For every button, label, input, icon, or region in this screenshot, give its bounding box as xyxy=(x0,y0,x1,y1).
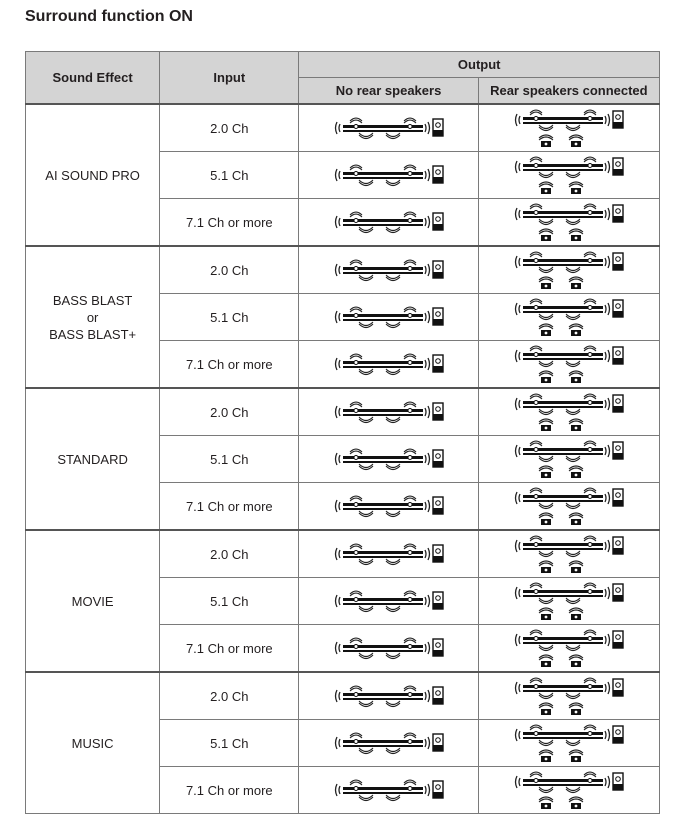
soundbar-with-subwoofer-icon xyxy=(333,636,445,660)
soundbar-with-subwoofer-and-rear-speakers-icon xyxy=(513,581,625,621)
sound-effect-cell xyxy=(26,246,160,388)
no-rear-output-cell xyxy=(299,199,478,247)
soundbar-with-subwoofer-and-rear-speakers-icon xyxy=(513,108,625,148)
no-rear-output-cell xyxy=(299,436,478,483)
input-header: Input xyxy=(160,52,299,105)
soundbar-with-subwoofer-icon xyxy=(333,163,445,187)
soundbar-with-subwoofer-and-rear-speakers-icon xyxy=(513,392,625,432)
no-rear-output-cell xyxy=(299,483,478,531)
soundbar-with-subwoofer-and-rear-speakers-icon xyxy=(513,344,625,384)
sound-effect-cell xyxy=(26,672,160,814)
soundbar-with-subwoofer-icon xyxy=(333,542,445,566)
input-cell: 7.1 Ch or more xyxy=(160,625,299,673)
input-cell: 5.1 Ch xyxy=(160,578,299,625)
table-row xyxy=(26,672,660,720)
soundbar-with-subwoofer-and-rear-speakers-icon xyxy=(513,676,625,716)
sound-effect-label: BASS BLAST xyxy=(52,292,133,308)
table-row xyxy=(26,388,660,436)
no-rear-speakers-header: No rear speakers xyxy=(299,78,478,105)
sound-effect-header: Sound Effect xyxy=(26,52,160,105)
rear-output-cell xyxy=(478,625,659,673)
input-cell: 7.1 Ch or more xyxy=(160,199,299,247)
rear-output-cell xyxy=(478,436,659,483)
input-cell: 2.0 Ch xyxy=(160,104,299,152)
no-rear-output-cell xyxy=(299,152,478,199)
soundbar-with-subwoofer-and-rear-speakers-icon xyxy=(513,439,625,479)
rear-output-cell xyxy=(478,483,659,531)
input-cell: 2.0 Ch xyxy=(160,672,299,720)
no-rear-output-cell xyxy=(299,578,478,625)
rear-output-cell xyxy=(478,246,659,294)
soundbar-with-subwoofer-icon xyxy=(333,778,445,802)
sound-effect-label: MOVIE xyxy=(71,593,114,609)
rear-output-cell xyxy=(478,578,659,625)
soundbar-with-subwoofer-and-rear-speakers-icon xyxy=(513,202,625,242)
soundbar-with-subwoofer-and-rear-speakers-icon xyxy=(513,297,625,337)
soundbar-with-subwoofer-icon xyxy=(333,305,445,329)
soundbar-with-subwoofer-icon xyxy=(333,210,445,234)
soundbar-with-subwoofer-icon xyxy=(333,116,445,140)
input-cell: 7.1 Ch or more xyxy=(160,483,299,531)
rear-output-cell xyxy=(478,104,659,152)
no-rear-output-cell xyxy=(299,341,478,389)
sound-effect-label: STANDARD xyxy=(57,451,128,467)
input-cell: 5.1 Ch xyxy=(160,720,299,767)
sound-effect-cell xyxy=(26,388,160,530)
soundbar-with-subwoofer-icon xyxy=(333,684,445,708)
table-row xyxy=(26,246,660,294)
soundbar-with-subwoofer-and-rear-speakers-icon xyxy=(513,250,625,290)
sound-effect-label: AI SOUND PRO xyxy=(45,167,140,183)
rear-speakers-connected-header: Rear speakers connected xyxy=(478,78,659,105)
no-rear-output-cell xyxy=(299,720,478,767)
soundbar-with-subwoofer-and-rear-speakers-icon xyxy=(513,723,625,763)
soundbar-with-subwoofer-icon xyxy=(333,447,445,471)
soundbar-with-subwoofer-and-rear-speakers-icon xyxy=(513,534,625,574)
input-cell: 5.1 Ch xyxy=(160,294,299,341)
input-cell: 2.0 Ch xyxy=(160,246,299,294)
no-rear-output-cell xyxy=(299,672,478,720)
soundbar-with-subwoofer-and-rear-speakers-icon xyxy=(513,486,625,526)
table-row xyxy=(26,530,660,578)
input-cell: 7.1 Ch or more xyxy=(160,767,299,814)
no-rear-output-cell xyxy=(299,767,478,814)
rear-output-cell xyxy=(478,767,659,814)
sound-effect-label: or xyxy=(86,309,99,325)
rear-output-cell xyxy=(478,199,659,247)
soundbar-with-subwoofer-icon xyxy=(333,352,445,376)
soundbar-with-subwoofer-icon xyxy=(333,400,445,424)
soundbar-with-subwoofer-icon xyxy=(333,258,445,282)
no-rear-output-cell xyxy=(299,388,478,436)
sound-effect-cell xyxy=(26,104,160,246)
input-cell: 2.0 Ch xyxy=(160,388,299,436)
input-cell: 5.1 Ch xyxy=(160,152,299,199)
sound-effect-label: BASS BLAST+ xyxy=(49,326,137,342)
soundbar-with-subwoofer-icon xyxy=(333,589,445,613)
output-header: Output xyxy=(299,52,660,78)
soundbar-with-subwoofer-icon xyxy=(333,494,445,518)
table-body xyxy=(26,104,660,814)
rear-output-cell xyxy=(478,341,659,389)
rear-output-cell xyxy=(478,388,659,436)
rear-output-cell xyxy=(478,294,659,341)
no-rear-output-cell xyxy=(299,104,478,152)
surround-output-table xyxy=(25,51,660,814)
rear-output-cell xyxy=(478,672,659,720)
no-rear-output-cell xyxy=(299,625,478,673)
rear-output-cell xyxy=(478,530,659,578)
table-row xyxy=(26,104,660,152)
no-rear-output-cell xyxy=(299,530,478,578)
rear-output-cell xyxy=(478,152,659,199)
page-title: Surround function ON xyxy=(25,8,193,25)
no-rear-output-cell xyxy=(299,294,478,341)
input-cell: 2.0 Ch xyxy=(160,530,299,578)
sound-effect-label: MUSIC xyxy=(71,735,114,751)
input-cell: 5.1 Ch xyxy=(160,436,299,483)
rear-output-cell xyxy=(478,720,659,767)
input-cell: 7.1 Ch or more xyxy=(160,341,299,389)
soundbar-with-subwoofer-and-rear-speakers-icon xyxy=(513,155,625,195)
soundbar-with-subwoofer-and-rear-speakers-icon xyxy=(513,770,625,810)
no-rear-output-cell xyxy=(299,246,478,294)
soundbar-with-subwoofer-icon xyxy=(333,731,445,755)
sound-effect-cell xyxy=(26,530,160,672)
soundbar-with-subwoofer-and-rear-speakers-icon xyxy=(513,628,625,668)
